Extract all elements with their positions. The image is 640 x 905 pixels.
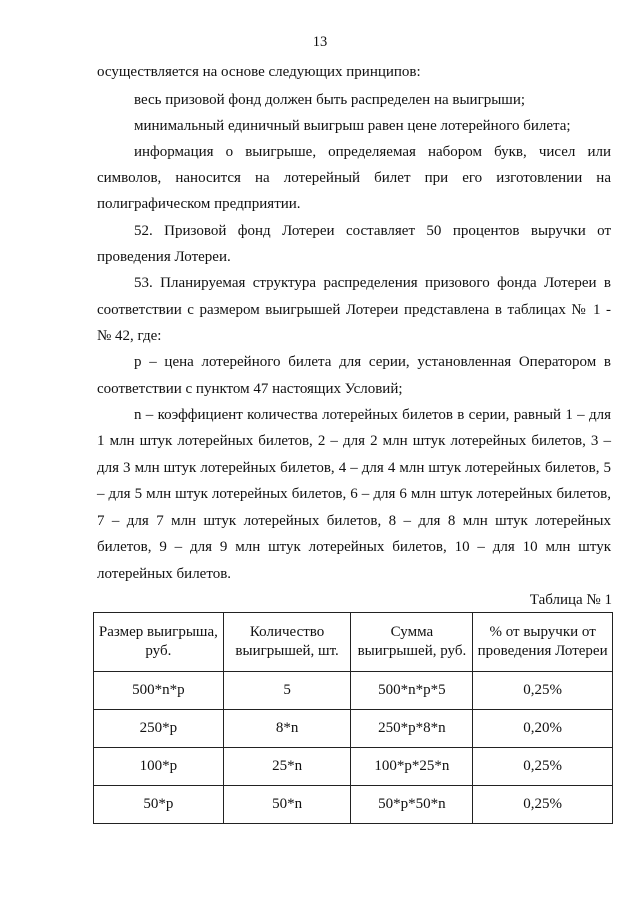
table-header-cell: Сумма выигрышей, руб. xyxy=(351,613,473,672)
paragraph-line: 7 – для 7 млн штук лотерейных билетов, 8 – для 8 млн штук лотерейных xyxy=(97,513,611,529)
table-cell: 0,20% xyxy=(473,710,613,748)
table-cell: 250*p*8*n xyxy=(351,710,473,748)
paragraph-line: 53. Планируемая структура распределения призового фонда Лотереи в xyxy=(134,275,611,291)
paragraph-line: билетов, 9 – для 9 млн штук лотерейных билетов, 10 – для 10 млн штук xyxy=(97,539,611,555)
paragraph-line: весь призовой фонд должен быть распределен на выигрыши; xyxy=(134,92,526,108)
table-row xyxy=(94,748,613,786)
table-cell: 8*n xyxy=(223,710,351,748)
table-cell: 100*p*25*n xyxy=(351,748,473,786)
paragraph-line: информация о выигрыше, определяемая набором букв, чисел или xyxy=(134,144,611,160)
table-cell: 50*p xyxy=(94,786,224,824)
paragraph-line: 52. Призовой фонд Лотереи составляет 50 процентов выручки от xyxy=(134,223,611,239)
paragraph-line: соответствии с размером выигрышей Лотереи представлена в таблицах № 1 - xyxy=(97,302,611,318)
table-cell: 0,25% xyxy=(473,672,613,710)
table-caption: Таблица № 1 xyxy=(529,592,612,608)
paragraph-line: № 42, где: xyxy=(97,328,162,344)
paragraph-line: проведения Лотереи. xyxy=(97,249,231,265)
table-cell: 500*n*p xyxy=(94,672,224,710)
table-cell: 5 xyxy=(223,672,351,710)
paragraph-line: n – коэффициент количества лотерейных билетов в серии, равный 1 – для xyxy=(134,407,611,423)
table-header-cell: Количество выигрышей, шт. xyxy=(223,613,351,672)
table-cell: 250*p xyxy=(94,710,224,748)
table-row xyxy=(94,710,613,748)
paragraph-line: – для 5 млн штук лотерейных билетов, 6 – для 6 млн штук лотерейных билетов, xyxy=(97,486,611,502)
table-header-cell: % от выручки от проведения Лотереи xyxy=(473,613,613,672)
paragraph-line: 1 млн штук лотерейных билетов, 2 – для 2 млн штук лотерейных билетов, 3 – xyxy=(97,433,611,449)
paragraph-line: минимальный единичный выигрыш равен цене лотерейного билета; xyxy=(134,118,571,134)
paragraph-line: лотерейных билетов. xyxy=(97,566,232,582)
paragraph-line: осуществляется на основе следующих принципов: xyxy=(97,64,421,80)
paragraph-line: символов, наносится на лотерейный билет при его изготовлении на xyxy=(97,170,611,186)
table-cell: 500*n*p*5 xyxy=(351,672,473,710)
paragraph-line: для 3 млн штук лотерейных билетов, 4 – для 4 млн штук лотерейных билетов, 5 xyxy=(97,460,611,476)
paragraph-line: соответствии с пунктом 47 настоящих Условий; xyxy=(97,381,403,397)
table-header-row xyxy=(94,613,613,672)
page-number: 13 xyxy=(312,34,328,50)
table-row xyxy=(94,786,613,824)
paragraph-line: полиграфическом предприятии. xyxy=(97,196,301,212)
table-cell: 0,25% xyxy=(473,748,613,786)
table-cell: 0,25% xyxy=(473,786,613,824)
table-row xyxy=(94,672,613,710)
table-cell: 100*p xyxy=(94,748,224,786)
paragraph-line: p – цена лотерейного билета для серии, установленная Оператором в xyxy=(134,354,611,370)
prize-distribution-table xyxy=(93,612,613,824)
table-cell: 50*p*50*n xyxy=(351,786,473,824)
table-cell: 25*n xyxy=(223,748,351,786)
table-cell: 50*n xyxy=(223,786,351,824)
table-header-cell: Размер выигрыша, руб. xyxy=(94,613,224,672)
